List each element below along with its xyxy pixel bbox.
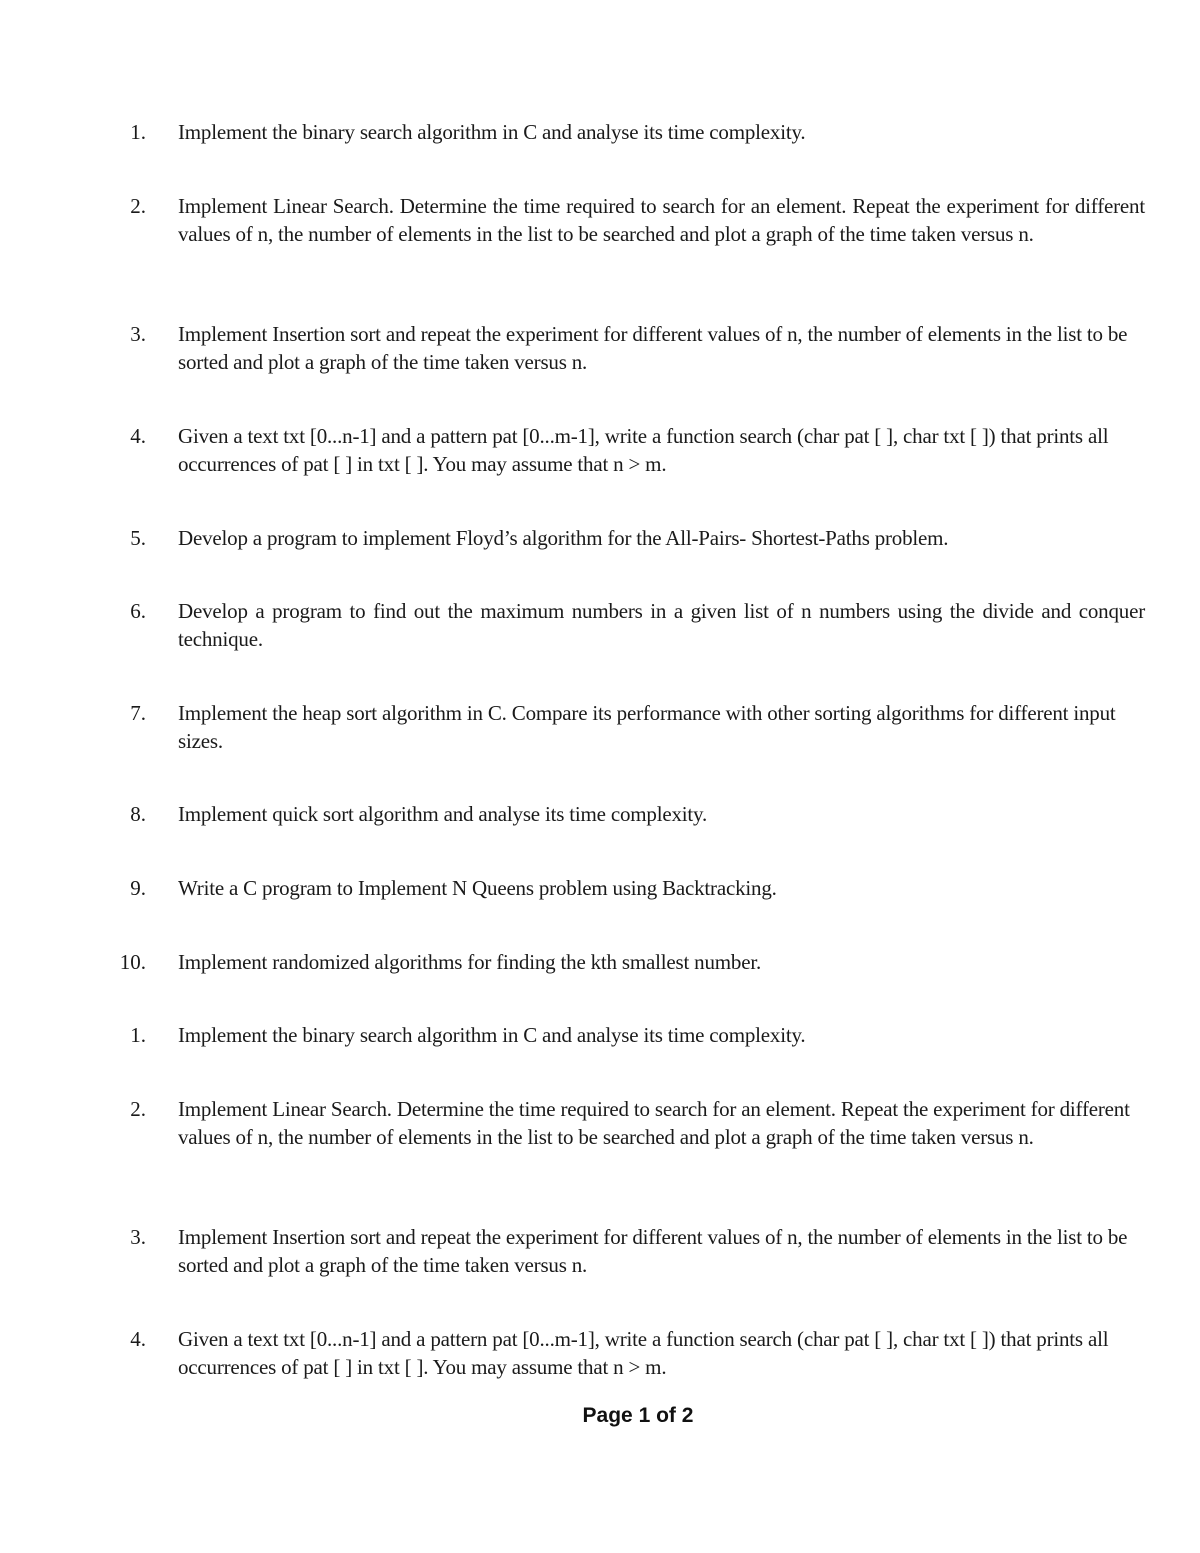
item-number: 10.	[119, 950, 146, 974]
item-number: 3.	[130, 322, 146, 346]
item-text: Implement Linear Search. Determine the time required to search for an element. Repeat the experiment for different values of n, the number of elements in the list to be searched and plot a graph of the time taken versus n.	[178, 194, 1145, 246]
item-text: Given a text txt [0...n-1] and a pattern pat [0...m-1], write a function search (char pat [ ], char txt [ ]) that prints all occurrences of pat [ ] in txt [ ]. You may assume that n > m.	[178, 424, 1109, 476]
item-text: Implement the binary search algorithm in C and analyse its time complexity.	[178, 120, 806, 144]
item-text: Write a C program to Implement N Queens problem using Backtracking.	[178, 876, 777, 900]
item-text: Given a text txt [0...n-1] and a pattern pat [0...m-1], write a function search (char pat [ ], char txt [ ]) that prints all occurrences of pat [ ] in txt [ ]. You may assume that n > m.	[178, 1327, 1109, 1379]
item-text: Implement the heap sort algorithm in C. Compare its performance with other sorting algorithms for different input sizes.	[178, 701, 1116, 753]
item-text: Implement Insertion sort and repeat the experiment for different values of n, the number of elements in the list to be sorted and plot a graph of the time taken versus n.	[178, 1225, 1128, 1277]
item-number: 2.	[130, 194, 146, 218]
item-number: 8.	[130, 802, 146, 826]
item-text: Implement the binary search algorithm in C and analyse its time complexity.	[178, 1023, 806, 1047]
item-text: Implement quick sort algorithm and analyse its time complexity.	[178, 802, 708, 826]
item-text: Develop a program to implement Floyd’s algorithm for the All-Pairs- Shortest-Paths problem.	[178, 526, 949, 550]
item-number: 4.	[130, 1327, 146, 1351]
item-number: 1.	[130, 1023, 146, 1047]
item-text: Implement randomized algorithms for finding the kth smallest number.	[178, 950, 762, 974]
item-text: Implement Linear Search. Determine the time required to search for an element. Repeat the experiment for different values of n, the number of elements in the list to be searched and plot a graph of the time taken versus n.	[178, 1097, 1130, 1149]
item-number: 5.	[130, 526, 146, 550]
item-number: 1.	[130, 120, 146, 144]
item-number: 9.	[130, 876, 146, 900]
page-number-footer: Page 1 of 2	[582, 1404, 694, 1427]
item-number: 4.	[130, 424, 146, 448]
item-number: 7.	[130, 701, 146, 725]
item-text: Implement Insertion sort and repeat the experiment for different values of n, the number of elements in the list to be sorted and plot a graph of the time taken versus n.	[178, 322, 1128, 374]
item-text: Develop a program to find out the maximum numbers in a given list of n numbers using the divide and conquer technique.	[178, 599, 1145, 651]
item-number: 6.	[130, 599, 146, 623]
item-number: 3.	[130, 1225, 146, 1249]
item-number: 2.	[130, 1097, 146, 1121]
